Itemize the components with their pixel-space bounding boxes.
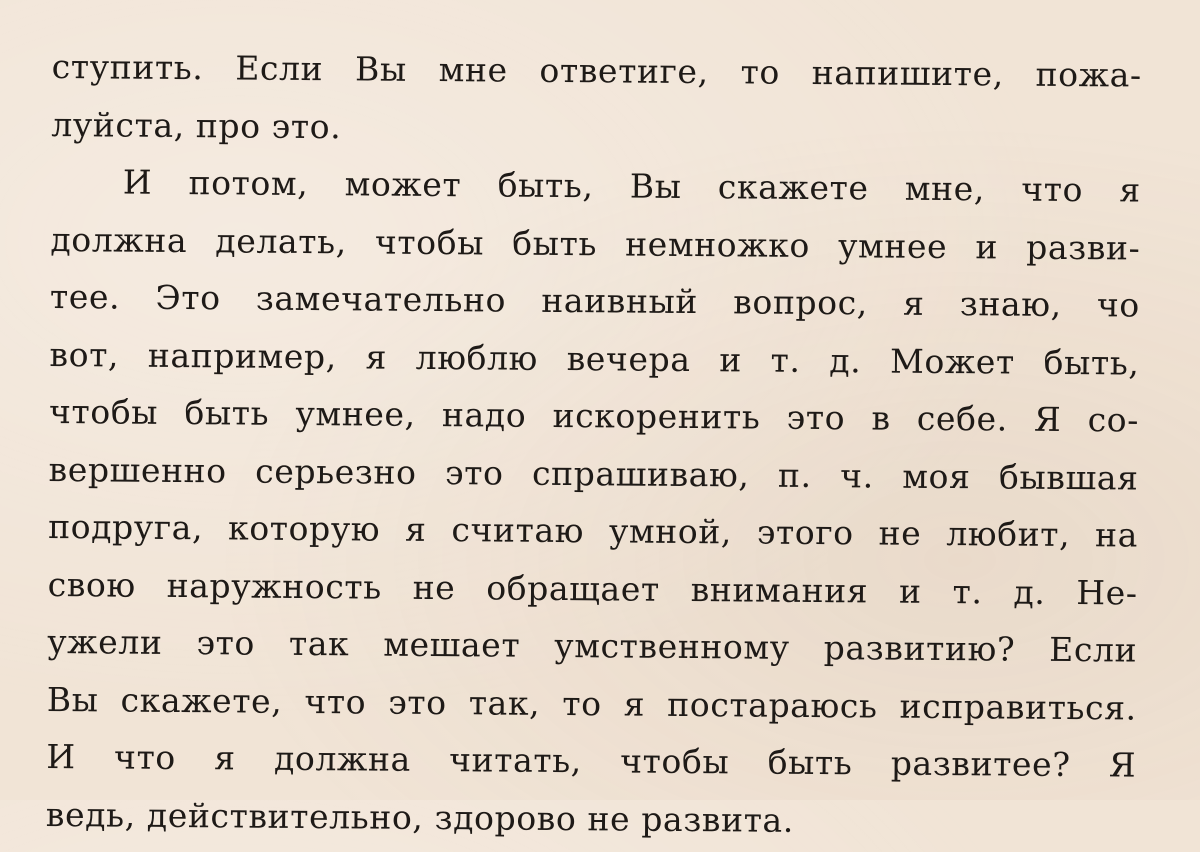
text-line: ужели это так мешает умственному развитию? Если xyxy=(47,621,1138,670)
text-line: подруга, которую я считаю умной, этого не любит, на xyxy=(48,506,1139,555)
text-line: вот, например, я люблю вечера и т. д. Может быть, xyxy=(49,334,1140,383)
text-line: ступить. Если Вы мне ответиге, то напишите, пожа- xyxy=(51,46,1142,95)
text-line: должна делать, чтобы быть немножко умнее и разви- xyxy=(50,219,1141,268)
text-line: чтобы быть умнее, надо искоренить это в себе. Я со- xyxy=(48,391,1140,440)
text-block xyxy=(46,38,1142,852)
text-line: тее. Это замечательно наивный вопрос, я знаю, чо xyxy=(49,276,1141,325)
text-line: ведь, действительно, здорово не развита. xyxy=(45,794,795,840)
text-line: И потом, может быть, Вы скажете мне, что я xyxy=(122,162,1141,210)
text-line: вершенно серьезно это спрашиваю, п. ч. моя бывшая xyxy=(48,449,1139,498)
text-line: свою наружность не обращает внимания и т. д. Не- xyxy=(47,564,1138,613)
text-line: луйста, про это. xyxy=(51,104,342,146)
text-line: И что я должна читать, чтобы быть развитее? Я xyxy=(46,736,1137,785)
text-line: Вы скажете, что это так, то я постараюсь исправиться. xyxy=(46,679,1137,728)
